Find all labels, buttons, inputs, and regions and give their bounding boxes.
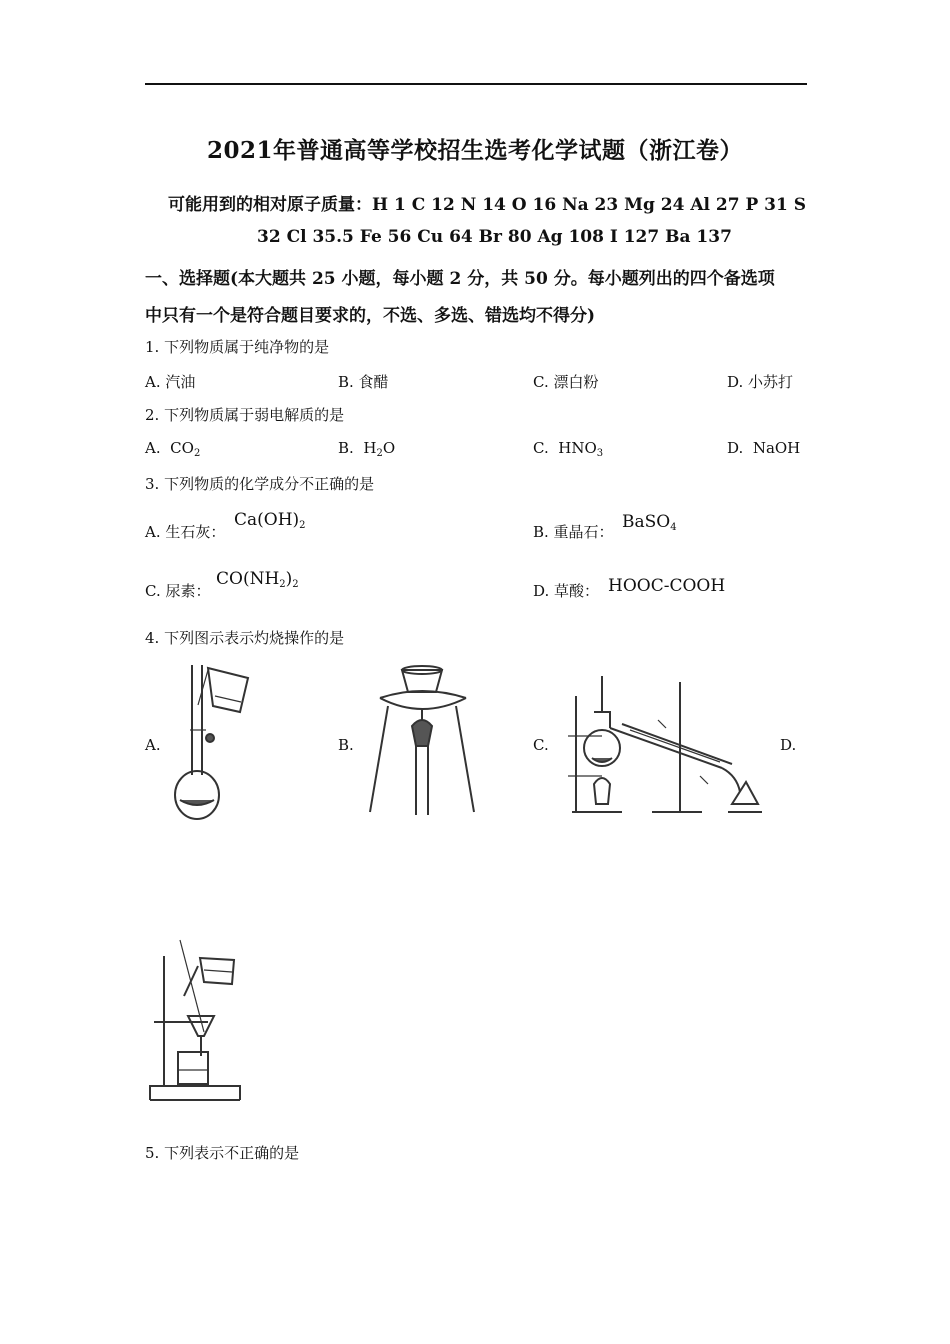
question-4-stem: 4. 下列图示表示灼烧操作的是 — [145, 629, 345, 647]
question-3-option-c-label: C. 尿素： — [145, 582, 211, 600]
apparatus-d-filtration — [148, 936, 248, 1108]
question-1-option-d: D. 小苏打 — [727, 373, 794, 391]
question-3-option-d-formula: HOOC-COOH — [608, 576, 726, 596]
question-3-option-d-label: D. 草酸： — [533, 582, 600, 600]
question-4-label-b: B. — [338, 736, 354, 754]
question-3-option-c-formula: $CO(NH_2)_2$ — [216, 569, 299, 590]
question-4-label-d: D. — [780, 736, 797, 754]
question-2-option-a: A. $CO_2$ — [145, 439, 201, 459]
question-1-stem: 1. 下列物质属于纯净物的是 — [145, 338, 330, 356]
section-heading-line2: 中只有一个是符合题目要求的，不选、多选、错选均不得分) — [145, 306, 596, 326]
question-3-stem: 3. 下列物质的化学成分不正确的是 — [145, 475, 375, 493]
header-rule — [145, 83, 807, 85]
question-3-option-a-formula: $Ca(OH)_2$ — [234, 510, 306, 531]
question-2-option-b: B. $H_2O$ — [338, 439, 396, 459]
apparatus-a-volumetric-flask — [168, 660, 263, 825]
question-2-option-c: C. $HNO_3$ — [533, 439, 604, 459]
question-5-stem: 5. 下列表示不正确的是 — [145, 1144, 300, 1162]
apparatus-c-distillation — [562, 672, 767, 818]
page-title: 2021年普通高等学校招生选考化学试题（浙江卷） — [206, 137, 743, 164]
question-3-option-a-label: A. 生石灰： — [145, 523, 226, 541]
question-4-label-a: A. — [145, 736, 161, 754]
question-2-stem: 2. 下列物质属于弱电解质的是 — [145, 406, 345, 424]
question-4-label-c: C. — [533, 736, 549, 754]
question-3-option-b-label: B. 重晶石： — [533, 523, 614, 541]
section-heading-line1: 一、选择题(本大题共 25 小题，每小题 2 分，共 50 分。每小题列出的四个备选项 — [145, 269, 775, 289]
question-2-option-d: D. NaOH — [727, 439, 801, 457]
question-1-option-a: A. 汽油 — [145, 373, 196, 391]
question-1-option-b: B. 食醋 — [338, 373, 389, 391]
question-3-option-b-formula: BaSO$_4$ — [622, 512, 677, 533]
question-1-option-c: C. 漂白粉 — [533, 373, 599, 391]
atomic-masses-line1: 可能用到的相对原子质量：H 1 C 12 N 14 O 16 Na 23 Mg 24 Al 27 P 31 S — [168, 195, 807, 215]
apparatus-b-crucible-tripod — [366, 660, 478, 820]
atomic-masses-line2: 32 Cl 35.5 Fe 56 Cu 64 Br 80 Ag 108 I 127 Ba 137 — [257, 227, 732, 247]
